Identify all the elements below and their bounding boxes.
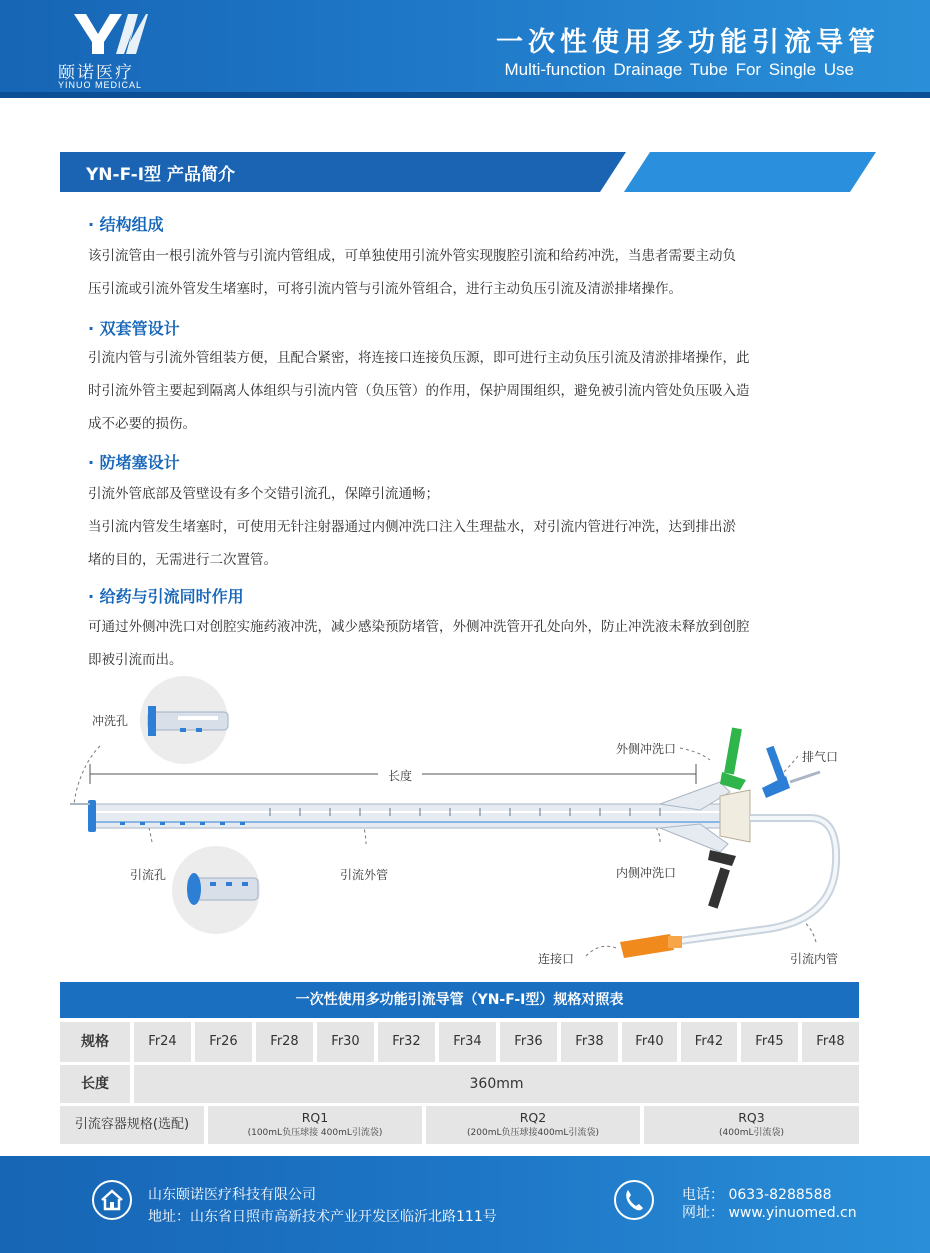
tube-hub [720,790,750,842]
length-row-label: 长度 [60,1065,130,1103]
container-cell-rq1 [208,1106,422,1144]
brand-name-cn: 颐诺医疗 [58,63,134,83]
spec-cell: Fr26 [195,1022,252,1062]
header-bar [0,0,930,98]
label-outer-tube: 引流外管 [340,868,389,882]
text-line: 成不必要的损伤。 [88,416,196,432]
label-vent-port: 排气口 [802,750,839,764]
section-text-structure [88,240,848,306]
spec-cell: Fr40 [622,1022,677,1062]
spec-cell: Fr45 [741,1022,798,1062]
container-desc: (200mL负压球接400mL引流袋) [467,1128,599,1138]
spec-cell: Fr48 [802,1022,859,1062]
section-text-dosing [88,611,848,677]
text-line: 堵的目的，无需进行二次置管。 [88,552,277,568]
brand-name-en: YINUO MEDICAL [58,80,143,90]
label-drain-hole: 引流孔 [130,868,167,882]
text-line: 压引流或引流外管发生堵塞时，可将引流内管与引流外管组合，进行主动负压引流及清淤排堵操作。 [88,281,682,297]
spec-cell: Fr38 [561,1022,618,1062]
container-cell-rq2 [426,1106,640,1144]
phone-icon [614,1180,654,1220]
section-heading-anti-block: · 防堵塞设计 [88,453,180,472]
product-diagram [60,672,860,972]
container-desc: (400mL引流袋) [719,1128,784,1138]
home-icon [92,1180,132,1220]
spec-cell: Fr42 [681,1022,737,1062]
spec-cell: Fr24 [134,1022,191,1062]
page-title-cn: 一次性使用多功能引流导管 [496,27,880,58]
spec-row-label: 规格 [60,1022,130,1062]
section-text-double-tube [88,342,848,441]
spec-cell: Fr30 [317,1022,374,1062]
company-website[interactable]: 网址： www.yinuomed.cn [682,1205,857,1221]
label-inner-tube: 引流内管 [790,952,839,966]
footer-bar [0,1156,930,1253]
spec-cell: Fr32 [378,1022,435,1062]
container-name: RQ1 [301,1110,329,1125]
section-heading-double-tube: · 双套管设计 [88,319,180,338]
text-line: 该引流管由一根引流外管与引流内管组成，可单独使用引流外管实现腹腔引流和给药冲洗，当患者需要主动负 [88,248,736,264]
company-phone: 电话： 0633-8288588 [682,1187,832,1203]
connector-shape [620,934,674,958]
section-text-anti-block [88,478,848,577]
container-name: RQ3 [738,1110,765,1125]
company-address: 地址：山东省日照市高新技术产业开发区临沂北路111号 [148,1209,497,1225]
label-connector: 连接口 [538,952,575,966]
label-inner-flush-port: 内侧冲洗口 [616,866,677,880]
spec-cell: Fr28 [256,1022,313,1062]
label-length: 长度 [388,769,413,783]
spec-cell: Fr34 [439,1022,496,1062]
container-row-label: 引流容器规格(选配) [60,1106,204,1144]
spec-table-title: 一次性使用多功能引流导管（YN-F-Ⅰ型）规格对照表 [60,982,859,1018]
yn-logo-icon [72,12,148,56]
page-title-en: Multi-function Drainage Tube For Single Use [504,60,854,79]
container-cell-rq3 [644,1106,859,1144]
section-banner-title: YN-F-Ⅰ型 产品简介 [86,165,235,185]
container-name: RQ2 [519,1110,547,1125]
label-flush-hole: 冲洗孔 [92,714,129,728]
label-outer-flush-port: 外侧冲洗口 [616,742,677,756]
section-heading-structure: · 结构组成 [88,215,164,234]
text-line: 当引流内管发生堵塞时，可使用无针注射器通过内侧冲洗口注入生理盐水，对引流内管进行冲洗，达到排出淤 [88,519,736,535]
text-line: 即被引流而出。 [88,652,183,668]
container-desc: (100mL负压球接 400mL引流袋) [247,1128,383,1138]
text-line: 时引流外管主要起到隔离人体组织与引流内管（负压管）的作用，保护周围组织，避免被引流内管处负压吸入造 [88,383,750,399]
text-line: 引流内管与引流外管组装方便，且配合紧密，将连接口连接负压源，即可进行主动负压引流及清淤排堵操作，此 [88,350,750,366]
tube-illustration [60,672,860,972]
section-heading-dosing: · 给药与引流同时作用 [88,587,244,606]
text-line: 引流外管底部及管壁设有多个交错引流孔，保障引流通畅； [88,486,439,502]
text-line: 可通过外侧冲洗口对创腔实施药液冲洗，减少感染预防堵管，外侧冲洗管开孔处向外，防止冲洗液未释放到创腔 [88,619,750,635]
length-value: 360mm [134,1065,859,1103]
spec-cell: Fr36 [500,1022,557,1062]
company-name: 山东颐诺医疗科技有限公司 [148,1187,316,1203]
